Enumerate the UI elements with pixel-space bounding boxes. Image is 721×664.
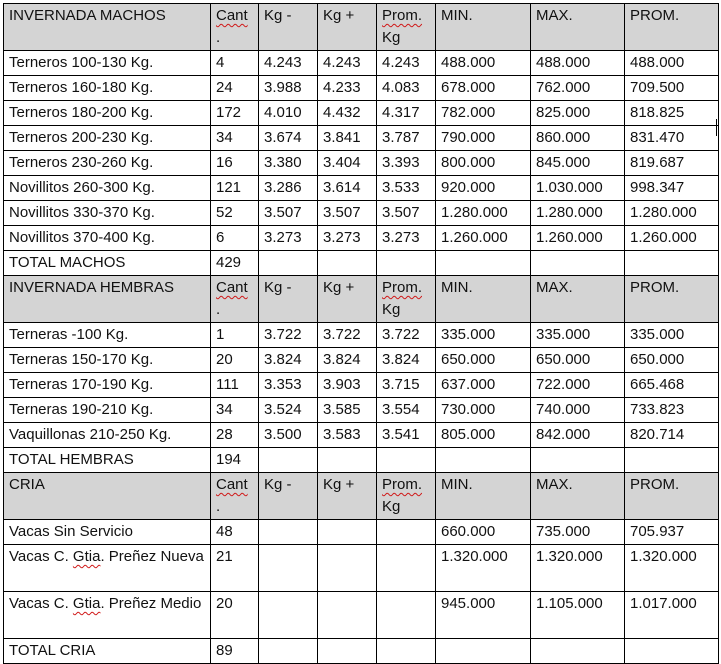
table-row — [4, 176, 719, 201]
kg-min-cell: 3.353 — [259, 373, 318, 398]
table-row — [4, 51, 719, 76]
cant-cell: 34 — [211, 126, 259, 151]
kg-max-cell: 3.404 — [318, 151, 377, 176]
kg-min-cell: 3.273 — [259, 226, 318, 251]
prom-kg-cell: 3.273 — [377, 226, 436, 251]
min-cell: 335.000 — [436, 323, 531, 348]
kg-min-cell: 4.243 — [259, 51, 318, 76]
col-prom-header: PROM. — [625, 473, 719, 520]
prom-cell: 1.320.000 — [625, 545, 719, 592]
total-row — [4, 251, 719, 276]
kg-max-cell: 3.585 — [318, 398, 377, 423]
max-cell: 762.000 — [531, 76, 625, 101]
prom-kg-cell: 3.533 — [377, 176, 436, 201]
empty-cell — [318, 592, 377, 639]
category-cell: Terneros 200-230 Kg. — [4, 126, 211, 151]
col-max-header: MAX. — [531, 473, 625, 520]
kg-min-cell: 4.010 — [259, 101, 318, 126]
max-cell: 845.000 — [531, 151, 625, 176]
cant-cell: 4 — [211, 51, 259, 76]
empty-cell — [377, 448, 436, 473]
category-cell: Terneras 150-170 Kg. — [4, 348, 211, 373]
total-label: TOTAL CRIA — [4, 639, 211, 664]
col-min-header: MIN. — [436, 473, 531, 520]
table-row — [4, 226, 719, 251]
prom-cell: 709.500 — [625, 76, 719, 101]
category-cell: Vacas C. Gtia. Preñez Medio — [4, 592, 211, 639]
prom-kg-cell: 4.083 — [377, 76, 436, 101]
min-cell: 650.000 — [436, 348, 531, 373]
prom-cell: 819.687 — [625, 151, 719, 176]
empty-cell — [377, 639, 436, 664]
col-max-header: MAX. — [531, 276, 625, 323]
category-cell: Novillitos 260-300 Kg. — [4, 176, 211, 201]
max-cell: 488.000 — [531, 51, 625, 76]
col-prom-header: PROM. — [625, 4, 719, 51]
cant-cell: 121 — [211, 176, 259, 201]
category-cell: Novillitos 330-370 Kg. — [4, 201, 211, 226]
prom-cell: 818.825 — [625, 101, 719, 126]
cattle-price-table — [3, 3, 719, 664]
max-cell: 735.000 — [531, 520, 625, 545]
cant-cell: 172 — [211, 101, 259, 126]
table-row — [4, 373, 719, 398]
kg-min-cell: 3.500 — [259, 423, 318, 448]
col-prom-kg-header: Prom. Kg — [377, 4, 436, 51]
col-max-header: MAX. — [531, 4, 625, 51]
prom-cell: 665.468 — [625, 373, 719, 398]
prom-cell: 335.000 — [625, 323, 719, 348]
min-cell: 790.000 — [436, 126, 531, 151]
cant-cell: 6 — [211, 226, 259, 251]
min-cell: 488.000 — [436, 51, 531, 76]
prom-cell: 705.937 — [625, 520, 719, 545]
prom-kg-cell: 3.787 — [377, 126, 436, 151]
cant-cell: 28 — [211, 423, 259, 448]
kg-max-cell: 4.233 — [318, 76, 377, 101]
col-prom-header: PROM. — [625, 276, 719, 323]
min-cell: 637.000 — [436, 373, 531, 398]
cant-cell: 34 — [211, 398, 259, 423]
max-cell: 860.000 — [531, 126, 625, 151]
prom-kg-cell: 4.243 — [377, 51, 436, 76]
prom-cell: 650.000 — [625, 348, 719, 373]
empty-cell — [625, 251, 719, 276]
prom-kg-cell: 3.507 — [377, 201, 436, 226]
min-cell: 678.000 — [436, 76, 531, 101]
empty-cell — [625, 639, 719, 664]
min-cell: 1.280.000 — [436, 201, 531, 226]
kg-max-cell: 3.722 — [318, 323, 377, 348]
total-label: TOTAL MACHOS — [4, 251, 211, 276]
empty-cell — [318, 545, 377, 592]
cant-cell: 16 — [211, 151, 259, 176]
min-cell: 805.000 — [436, 423, 531, 448]
max-cell: 1.260.000 — [531, 226, 625, 251]
empty-cell — [377, 592, 436, 639]
max-cell: 1.105.000 — [531, 592, 625, 639]
kg-min-cell: 3.286 — [259, 176, 318, 201]
table-row — [4, 423, 719, 448]
kg-min-cell: 3.988 — [259, 76, 318, 101]
section-header-row — [4, 276, 719, 323]
col-prom-kg-header: Prom. Kg — [377, 276, 436, 323]
empty-cell — [318, 639, 377, 664]
empty-cell — [436, 639, 531, 664]
min-cell: 920.000 — [436, 176, 531, 201]
cant-cell: 21 — [211, 545, 259, 592]
col-kg-min-header: Kg - — [259, 473, 318, 520]
empty-cell — [259, 251, 318, 276]
prom-cell: 998.347 — [625, 176, 719, 201]
prom-kg-cell: 3.824 — [377, 348, 436, 373]
col-kg-min-header: Kg - — [259, 4, 318, 51]
empty-cell — [531, 639, 625, 664]
col-kg-max-header: Kg + — [318, 276, 377, 323]
col-kg-max-header: Kg + — [318, 473, 377, 520]
empty-cell — [259, 639, 318, 664]
kg-min-cell: 3.524 — [259, 398, 318, 423]
prom-cell: 1.017.000 — [625, 592, 719, 639]
max-cell: 825.000 — [531, 101, 625, 126]
section-title: INVERNADA HEMBRAS — [4, 276, 211, 323]
min-cell: 945.000 — [436, 592, 531, 639]
col-kg-min-header: Kg - — [259, 276, 318, 323]
prom-kg-cell: 3.541 — [377, 423, 436, 448]
table-row — [4, 101, 719, 126]
empty-cell — [531, 251, 625, 276]
kg-max-cell: 3.273 — [318, 226, 377, 251]
total-cant: 194 — [211, 448, 259, 473]
col-min-header: MIN. — [436, 4, 531, 51]
min-cell: 800.000 — [436, 151, 531, 176]
kg-max-cell: 3.507 — [318, 201, 377, 226]
empty-cell — [318, 448, 377, 473]
table-row — [4, 323, 719, 348]
table-row — [4, 348, 719, 373]
kg-min-cell: 3.824 — [259, 348, 318, 373]
kg-max-cell: 3.824 — [318, 348, 377, 373]
min-cell: 1.260.000 — [436, 226, 531, 251]
empty-cell — [377, 520, 436, 545]
prom-cell: 1.260.000 — [625, 226, 719, 251]
col-prom-kg-header: Prom. Kg — [377, 473, 436, 520]
min-cell: 782.000 — [436, 101, 531, 126]
table-row — [4, 151, 719, 176]
kg-max-cell: 3.903 — [318, 373, 377, 398]
max-cell: 842.000 — [531, 423, 625, 448]
section-title: INVERNADA MACHOS — [4, 4, 211, 51]
kg-max-cell: 4.432 — [318, 101, 377, 126]
section-header-row — [4, 4, 719, 51]
min-cell: 660.000 — [436, 520, 531, 545]
category-cell: Novillitos 370-400 Kg. — [4, 226, 211, 251]
cant-cell: 20 — [211, 592, 259, 639]
table-row — [4, 201, 719, 226]
max-cell: 1.030.000 — [531, 176, 625, 201]
max-cell: 722.000 — [531, 373, 625, 398]
col-kg-max-header: Kg + — [318, 4, 377, 51]
col-cant-header: Cant . — [211, 276, 259, 323]
total-cant: 429 — [211, 251, 259, 276]
category-cell: Vacas C. Gtia. Preñez Nueva — [4, 545, 211, 592]
empty-cell — [259, 520, 318, 545]
empty-cell — [436, 448, 531, 473]
max-cell: 740.000 — [531, 398, 625, 423]
prom-kg-cell: 3.722 — [377, 323, 436, 348]
category-cell: Terneras 190-210 Kg. — [4, 398, 211, 423]
max-cell: 335.000 — [531, 323, 625, 348]
empty-cell — [259, 448, 318, 473]
prom-cell: 831.470 — [625, 126, 719, 151]
prom-kg-cell: 3.393 — [377, 151, 436, 176]
table-row — [4, 592, 719, 639]
kg-max-cell: 3.614 — [318, 176, 377, 201]
cant-cell: 24 — [211, 76, 259, 101]
empty-cell — [259, 545, 318, 592]
col-cant-header: Cant . — [211, 4, 259, 51]
category-cell: Terneras -100 Kg. — [4, 323, 211, 348]
price-table-wrapper — [3, 3, 719, 664]
cant-cell: 1 — [211, 323, 259, 348]
min-cell: 1.320.000 — [436, 545, 531, 592]
prom-cell: 1.280.000 — [625, 201, 719, 226]
empty-cell — [436, 251, 531, 276]
table-row — [4, 126, 719, 151]
section-title: CRIA — [4, 473, 211, 520]
total-row — [4, 448, 719, 473]
kg-min-cell: 3.674 — [259, 126, 318, 151]
kg-max-cell: 3.583 — [318, 423, 377, 448]
category-cell: Vacas Sin Servicio — [4, 520, 211, 545]
table-row — [4, 76, 719, 101]
empty-cell — [318, 251, 377, 276]
empty-cell — [377, 251, 436, 276]
prom-kg-cell: 3.715 — [377, 373, 436, 398]
kg-max-cell: 3.841 — [318, 126, 377, 151]
empty-cell — [259, 592, 318, 639]
cant-cell: 48 — [211, 520, 259, 545]
cant-cell: 52 — [211, 201, 259, 226]
total-row — [4, 639, 719, 664]
kg-max-cell: 4.243 — [318, 51, 377, 76]
text-cursor — [716, 119, 717, 136]
max-cell: 1.280.000 — [531, 201, 625, 226]
prom-kg-cell: 3.554 — [377, 398, 436, 423]
col-min-header: MIN. — [436, 276, 531, 323]
prom-cell: 820.714 — [625, 423, 719, 448]
category-cell: Terneros 180-200 Kg. — [4, 101, 211, 126]
total-cant: 89 — [211, 639, 259, 664]
kg-min-cell: 3.722 — [259, 323, 318, 348]
category-cell: Terneras 170-190 Kg. — [4, 373, 211, 398]
prom-cell: 733.823 — [625, 398, 719, 423]
max-cell: 1.320.000 — [531, 545, 625, 592]
col-cant-header: Cant . — [211, 473, 259, 520]
empty-cell — [625, 448, 719, 473]
empty-cell — [377, 545, 436, 592]
kg-min-cell: 3.507 — [259, 201, 318, 226]
category-cell: Terneros 100-130 Kg. — [4, 51, 211, 76]
category-cell: Terneros 160-180 Kg. — [4, 76, 211, 101]
empty-cell — [531, 448, 625, 473]
max-cell: 650.000 — [531, 348, 625, 373]
prom-cell: 488.000 — [625, 51, 719, 76]
table-row — [4, 520, 719, 545]
category-cell: Vaquillonas 210-250 Kg. — [4, 423, 211, 448]
min-cell: 730.000 — [436, 398, 531, 423]
empty-cell — [318, 520, 377, 545]
total-label: TOTAL HEMBRAS — [4, 448, 211, 473]
cant-cell: 111 — [211, 373, 259, 398]
section-header-row — [4, 473, 719, 520]
cant-cell: 20 — [211, 348, 259, 373]
table-row — [4, 398, 719, 423]
kg-min-cell: 3.380 — [259, 151, 318, 176]
prom-kg-cell: 4.317 — [377, 101, 436, 126]
category-cell: Terneros 230-260 Kg. — [4, 151, 211, 176]
table-row — [4, 545, 719, 592]
